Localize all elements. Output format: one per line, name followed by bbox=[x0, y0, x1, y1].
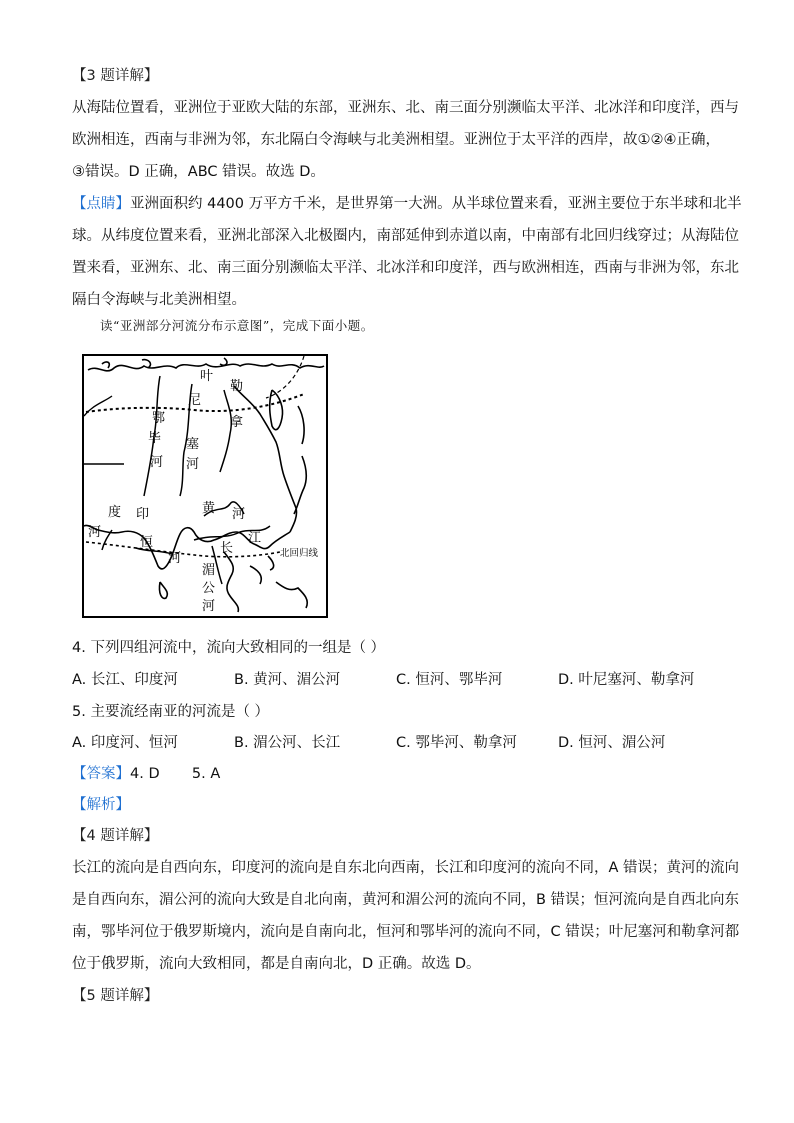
map-label-bi: 毕 bbox=[148, 431, 162, 446]
map-drawing bbox=[84, 356, 326, 616]
map-label-heng: 恒 bbox=[140, 535, 154, 550]
map-label-he5: 河 bbox=[168, 551, 182, 566]
tip-line-1 bbox=[72, 194, 742, 214]
section4-line-2: 是自西向东，湄公河的流向大致是自北向南，黄河和湄公河的流向不同，B 错误；恒河流向是自西北向东 bbox=[72, 892, 740, 908]
q4-option-a: A. 长江、印度河 bbox=[72, 672, 178, 688]
q4-option-b: B. 黄河、湄公河 bbox=[234, 672, 341, 688]
answer-text: 4. D 5. A bbox=[130, 766, 221, 782]
section3-line-1: 从海陆位置看，亚洲位于亚欧大陆的东部，亚洲东、北、南三面分别濒临太平洋、北冰洋和印度洋，西与 bbox=[72, 100, 739, 116]
tip-line-2: 球。从纬度位置来看，亚洲北部深入北极圈内，南部延伸到赤道以南，中南部有北回归线穿过；从海陆位 bbox=[72, 228, 739, 244]
map-label-du: 度 bbox=[108, 505, 122, 520]
section3-line-3: ③错误。D 正确，ABC 错误。故选 D。 bbox=[72, 164, 325, 180]
section4-line-1: 长江的流向是自西向东，印度河的流向是自东北向西南，长江和印度河的流向不同，A 错误；黄河的流向 bbox=[72, 860, 740, 876]
map-label-ni: 尼 bbox=[188, 393, 202, 408]
map-label-na: 拿 bbox=[230, 415, 244, 430]
q5-option-a: A. 印度河、恒河 bbox=[72, 735, 178, 751]
map-label-he3: 河 bbox=[232, 507, 246, 522]
map-label-tropic: 北回归线 bbox=[280, 548, 319, 559]
tip-label: 【点睛】 bbox=[72, 196, 130, 212]
indus-river bbox=[102, 530, 112, 550]
analysis-label: 【解析】 bbox=[72, 797, 130, 813]
map-label-gong: 公 bbox=[202, 581, 216, 596]
section3-heading: 【3 题详解】 bbox=[72, 68, 159, 84]
section4-line-4: 位于俄罗斯，流向大致相同，都是自南向北，D 正确。故选 D。 bbox=[72, 956, 481, 972]
section5-heading: 【5 题详解】 bbox=[72, 988, 159, 1004]
section4-line-3: 南，鄂毕河位于俄罗斯境内，流向是自南向北，恒河和鄂毕河的流向不同，C 错误；叶尼塞河和勒拿河都 bbox=[72, 924, 740, 940]
question-5-stem: 5. 主要流经南亚的河流是（ ） bbox=[72, 704, 270, 720]
map-caption: 读“亚洲部分河流分布示意图”，完成下面小题。 bbox=[100, 318, 374, 333]
west-border bbox=[84, 396, 124, 464]
q4-option-c: C. 恒河、鄂毕河 bbox=[396, 672, 503, 688]
section4-heading: 【4 题详解】 bbox=[72, 828, 159, 844]
lena-river bbox=[220, 390, 231, 472]
question-4-stem: 4. 下列四组河流中，流向大致相同的一组是（ ） bbox=[72, 640, 386, 656]
answer-line bbox=[72, 764, 220, 784]
map-label-he6: 河 bbox=[202, 599, 216, 614]
map-label-yin: 印 bbox=[136, 507, 150, 522]
tip-line-4: 隔白令海峡与北美洲相望。 bbox=[72, 292, 246, 308]
tip-text-1: 亚洲面积约 4400 万平方千米，是世界第一大洲。从半球位置来看，亚洲主要位于东半球和北半 bbox=[130, 196, 742, 212]
answer-label: 【答案】 bbox=[72, 766, 130, 782]
asia-river-map bbox=[82, 354, 328, 618]
map-label-ye: 叶 bbox=[200, 369, 214, 384]
map-label-mei: 湄 bbox=[202, 563, 216, 578]
tip-line-3: 置来看，亚洲东、北、南三面分别濒临太平洋、北冰洋和印度洋，西与欧洲相连，西南与非洲为邻，东北 bbox=[72, 260, 739, 276]
map-label-le: 勒 bbox=[230, 379, 244, 394]
map-labels bbox=[88, 369, 319, 614]
q5-option-c: C. 鄂毕河、勒拿河 bbox=[396, 735, 517, 751]
map-label-sai: 塞 bbox=[186, 437, 200, 452]
rivers bbox=[102, 376, 270, 584]
map-label-chang: 长 bbox=[220, 541, 234, 556]
section3-line-2: 欧洲相连，西南与非洲为邻，东北隔白令海峡与北美洲相望。亚洲位于太平洋的西岸，故①②④正确， bbox=[72, 132, 720, 148]
q5-option-b: B. 湄公河、长江 bbox=[234, 735, 341, 751]
map-label-he2: 河 bbox=[186, 457, 200, 472]
map-label-he1: 河 bbox=[150, 455, 164, 470]
q4-option-d: D. 叶尼塞河、勒拿河 bbox=[558, 672, 695, 688]
map-label-huang: 黄 bbox=[202, 501, 216, 516]
q5-option-d: D. 恒河、湄公河 bbox=[558, 735, 666, 751]
map-label-he4: 河 bbox=[88, 525, 102, 540]
map-label-jiang: 江 bbox=[248, 531, 262, 546]
map-label-e: 鄂 bbox=[152, 411, 166, 426]
